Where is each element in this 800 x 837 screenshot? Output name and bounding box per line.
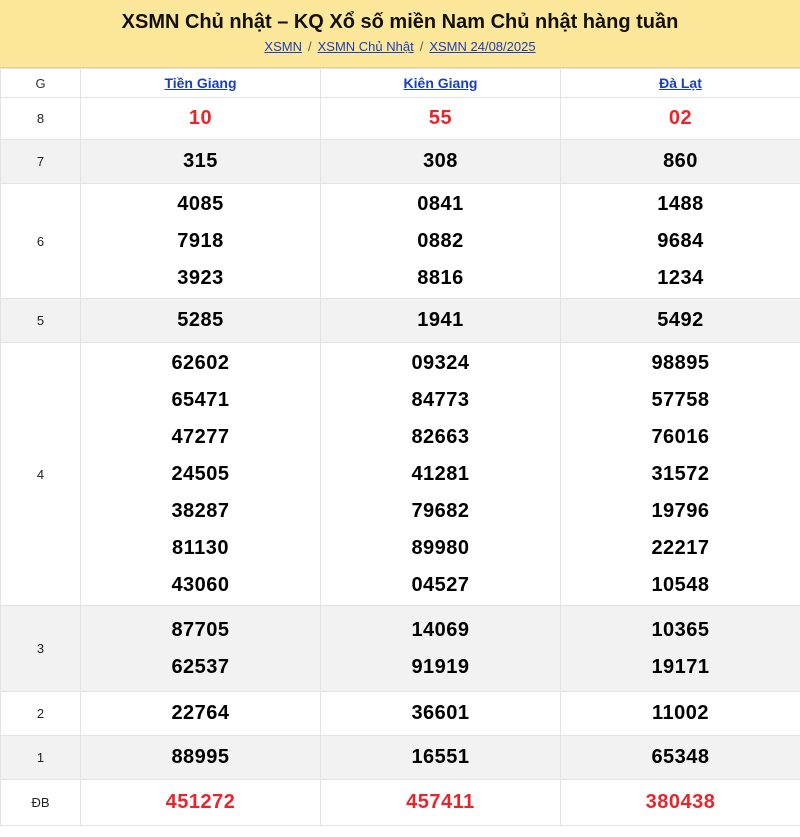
prize-label: 6 (1, 184, 81, 299)
breadcrumb (0, 39, 800, 54)
result-number: 860 (663, 150, 698, 172)
result-number: 10 (188, 107, 213, 129)
result-cell (321, 692, 561, 736)
result-cell (561, 736, 800, 780)
result-number: 457411 (406, 791, 475, 813)
province-header-da-lat (561, 69, 800, 98)
result-cell (561, 299, 800, 343)
result-number: 62602 (171, 351, 230, 374)
result-number: 3923 (177, 266, 224, 289)
result-cell (321, 299, 561, 343)
result-cell (321, 780, 561, 826)
result-number: 98895 (651, 351, 710, 374)
result-number: 0882 (417, 229, 464, 252)
table-row (1, 184, 800, 299)
result-cell (81, 692, 321, 736)
result-cell (81, 98, 321, 140)
result-number: 62537 (171, 655, 230, 678)
result-number: 1488 (657, 192, 704, 215)
result-number: 5492 (657, 309, 704, 331)
prize-label: 8 (1, 98, 81, 140)
breadcrumb-xsmn-date[interactable]: XSMN 24/08/2025 (429, 39, 536, 54)
result-number: 5285 (177, 309, 224, 331)
result-number: 43060 (171, 573, 230, 596)
result-number: 82663 (411, 425, 470, 448)
result-number: 57758 (651, 388, 710, 411)
result-number: 31572 (651, 462, 710, 485)
prize-label: ĐB (1, 780, 81, 826)
result-number: 7918 (177, 229, 224, 252)
table-row (1, 299, 800, 343)
result-number: 451272 (165, 791, 236, 813)
result-number: 55 (428, 107, 453, 129)
result-number: 22217 (651, 536, 710, 559)
prize-label: 3 (1, 606, 81, 692)
table-row (1, 780, 800, 826)
prize-column-header: G (1, 69, 81, 98)
results-table (0, 68, 800, 826)
result-cell (321, 736, 561, 780)
result-number: 22764 (171, 702, 230, 724)
table-row (1, 736, 800, 780)
result-cell (81, 343, 321, 606)
result-number: 308 (423, 150, 458, 172)
result-number: 11002 (651, 702, 709, 724)
result-number: 0841 (417, 192, 464, 215)
result-number: 89980 (411, 536, 470, 559)
result-cell (561, 140, 800, 184)
result-number: 09324 (411, 351, 470, 374)
result-number: 24505 (171, 462, 230, 485)
result-number: 79682 (411, 499, 470, 522)
prize-label: 5 (1, 299, 81, 343)
result-number: 02 (668, 107, 693, 129)
result-cell (561, 692, 800, 736)
province-header-kien-giang (321, 69, 561, 98)
result-cell (81, 780, 321, 826)
result-cell (561, 343, 800, 606)
result-number: 38287 (171, 499, 230, 522)
result-number: 87705 (171, 618, 230, 641)
result-number: 36601 (411, 702, 470, 724)
result-number: 380438 (645, 791, 716, 813)
result-cell (561, 184, 800, 299)
prize-label: 4 (1, 343, 81, 606)
result-number: 8816 (417, 266, 464, 289)
result-cell (81, 606, 321, 692)
province-link-da-lat[interactable]: Đà Lạt (659, 75, 702, 91)
province-header-tien-giang (81, 69, 321, 98)
table-row (1, 98, 800, 140)
result-cell (561, 606, 800, 692)
result-number: 47277 (171, 425, 230, 448)
province-link-tien-giang[interactable]: Tiền Giang (164, 75, 237, 91)
breadcrumb-xsmn[interactable]: XSMN (264, 39, 302, 54)
prize-label: 1 (1, 736, 81, 780)
result-number: 1234 (657, 266, 704, 289)
result-number: 41281 (411, 462, 470, 485)
result-number: 14069 (411, 618, 470, 641)
result-cell (321, 343, 561, 606)
result-cell (321, 606, 561, 692)
table-row (1, 606, 800, 692)
table-row (1, 140, 800, 184)
table-row (1, 692, 800, 736)
page-title: XSMN Chủ nhật – KQ Xổ số miền Nam Chủ nhật hàng tuần (121, 11, 679, 33)
result-number: 76016 (651, 425, 710, 448)
result-number: 9684 (657, 229, 704, 252)
breadcrumb-separator: / (419, 39, 424, 54)
result-number: 91919 (411, 655, 470, 678)
result-cell (321, 140, 561, 184)
result-number: 65348 (651, 746, 710, 768)
result-number: 10548 (651, 573, 710, 596)
result-number: 84773 (411, 388, 470, 411)
result-number: 19796 (651, 499, 710, 522)
result-number: 4085 (177, 192, 224, 215)
result-number: 81130 (171, 536, 229, 559)
result-number: 65471 (171, 388, 230, 411)
table-header-row (1, 69, 800, 98)
prize-label: 7 (1, 140, 81, 184)
result-number: 19171 (651, 655, 710, 678)
province-link-kien-giang[interactable]: Kiên Giang (403, 75, 478, 91)
result-number: 315 (183, 150, 218, 172)
prize-label: 2 (1, 692, 81, 736)
page-header (0, 0, 800, 68)
result-cell (561, 780, 800, 826)
breadcrumb-xsmn-chu-nhat[interactable]: XSMN Chủ Nhật (317, 39, 414, 54)
result-cell (321, 184, 561, 299)
result-cell (81, 736, 321, 780)
result-number: 1941 (417, 309, 464, 331)
result-number: 04527 (411, 573, 470, 596)
table-row (1, 343, 800, 606)
result-cell (81, 299, 321, 343)
result-number: 88995 (171, 746, 230, 768)
result-number: 10365 (651, 618, 710, 641)
result-cell (81, 184, 321, 299)
result-cell (81, 140, 321, 184)
results-body (1, 98, 800, 826)
result-cell (321, 98, 561, 140)
result-number: 16551 (411, 746, 470, 768)
breadcrumb-separator: / (307, 39, 312, 54)
result-cell (561, 98, 800, 140)
